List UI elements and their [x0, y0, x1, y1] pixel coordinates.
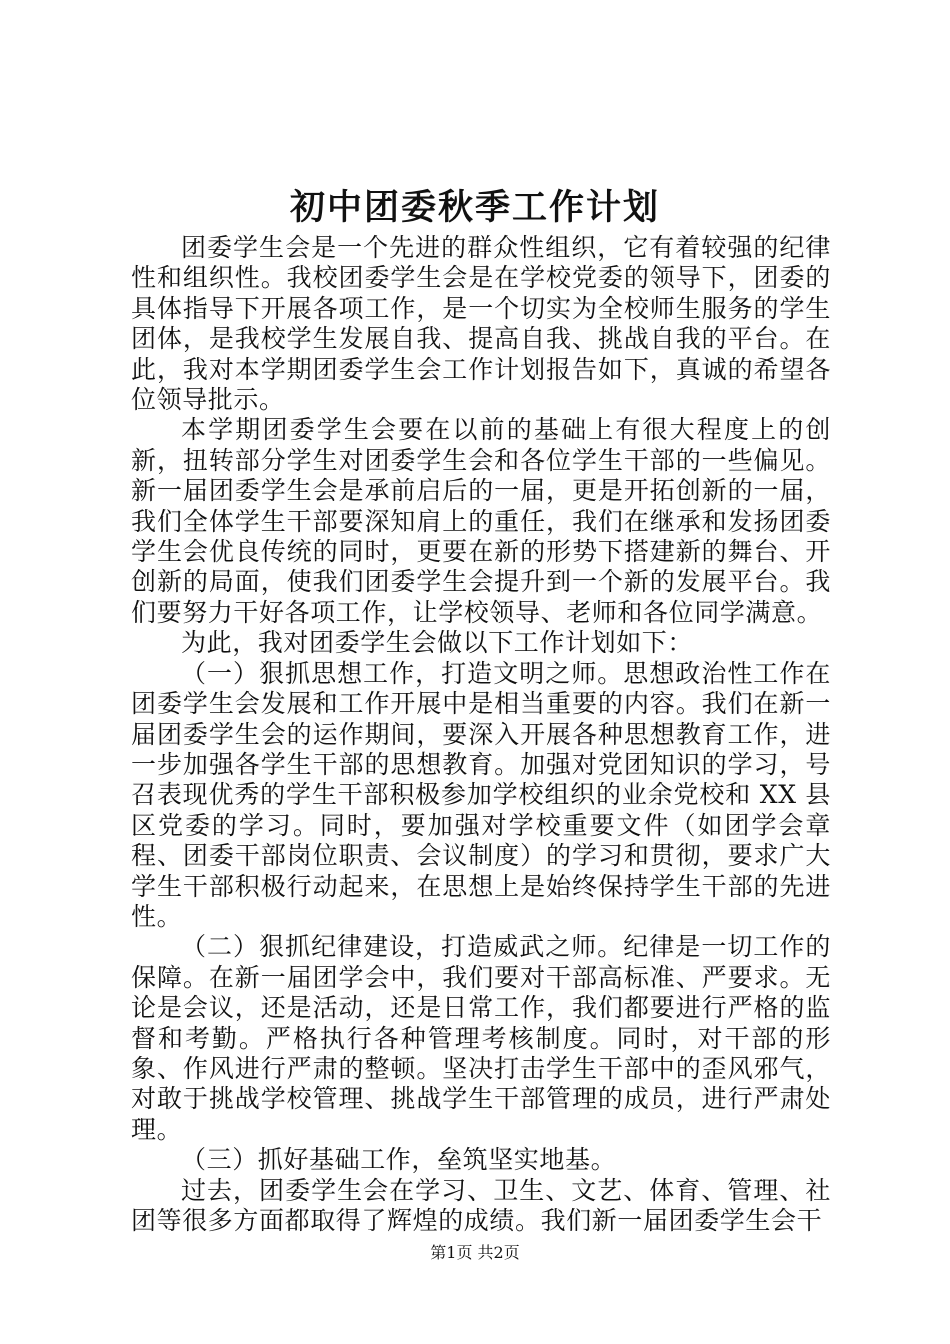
paragraph-item-2: （二）狠抓纪律建设，打造威武之师。纪律是一切工作的保障。在新一届团学会中，我们要对干部高标准、严要求。无论是会议，还是活动，还是日常工作，我们都要进行严格的监督和考勤。严格执行各种管理考核制度。同时，对干部的形象、作风进行严肃的整顿。坚决打击学生干部中的歪风邪气，对敢于挑战学校管理、挑战学生干部管理的成员，进行严肃处理。: [131, 932, 831, 1144]
paragraph-plan-lead: 为此，我对团委学生会做以下工作计划如下：: [181, 628, 694, 658]
paragraph-intro: 团委学生会是一个先进的群众性组织，它有着较强的纪律性和组织性。我校团委学生会是在学校党委的领导下，团委的具体指导下开展各项工作，是一个切实为全校师生服务的学生团体，是我校学生发展自我、提高自我、挑战自我的平台。在此，我对本学期团委学生会工作计划报告如下，真诚的希望各位领导批示。: [131, 233, 831, 415]
page-footer: 第1页 共2页: [430, 1243, 520, 1262]
document-body: [131, 233, 831, 1236]
document-title: 初中团委秋季工作计划: [289, 187, 660, 228]
paragraph-past: 过去，团委学生会在学习、卫生、文艺、体育、管理、社团等很多方面都取得了辉煌的成绩。我们新一届团委学生会干: [131, 1175, 831, 1235]
paragraph-innovation: 本学期团委学生会要在以前的基础上有很大程度上的创新，扭转部分学生对团委学生会和各位学生干部的一些偏见。新一届团委学生会是承前启后的一届，更是开拓创新的一届，我们全体学生干部要深知肩上的重任，我们在继承和发扬团委学生会优良传统的同时，更要在新的形势下搭建新的舞台、开创新的局面，使我们团委学生会提升到一个新的发展平台。我们要努力干好各项工作，让学校领导、老师和各位同学满意。: [131, 415, 831, 627]
paragraph-item-1: （一）狠抓思想工作，打造文明之师。思想政治性工作在团委学生会发展和工作开展中是相当重要的内容。我们在新一届团委学生会的运作期间，要深入开展各种思想教育工作，进一步加强各学生干部的思想教育。加强对党团知识的学习，号召表现优秀的学生干部积极参加学校组织的业余党校和 XX 县区党委的学习。同时，要加强对学校重要文件（如团学会章程、团委干部岗位职责、会议制度）的学习和贯彻，要求广大学生干部积极行动起来，在思想上是始终保持学生干部的先进性。: [131, 658, 831, 931]
paragraph-item-3: （三）抓好基础工作，垒筑坚实地基。: [181, 1145, 617, 1175]
